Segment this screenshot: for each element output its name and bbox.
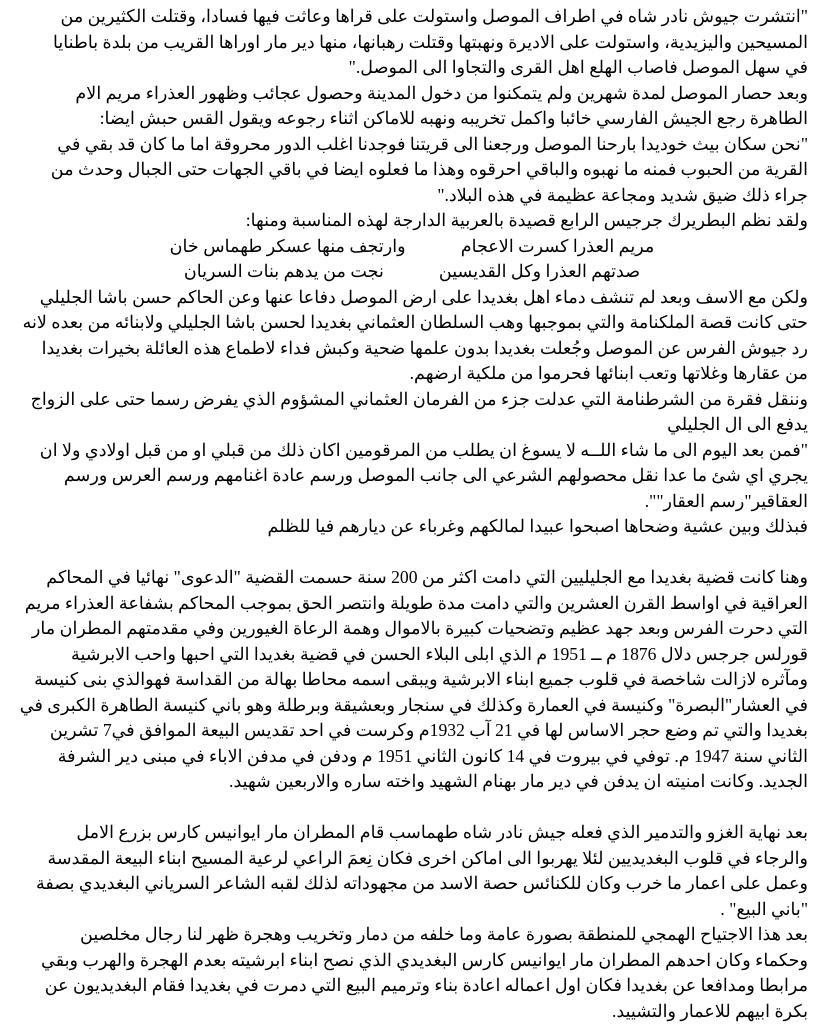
paragraph-firman-quote bbox=[16, 438, 808, 515]
text-line: وعمل على اعمار ما خرب وكان للكنائس حصة الاسد من مجهوداته لذلك لقبه الشاعر السرياني البغديدي بصفة bbox=[36, 873, 808, 893]
text-line: "فمن بعد اليوم الى ما شاء اللــه لا يسوغ ان يطلب من المرقومين اكان ذلك من قبلي او من قبل اولادي ولا ان bbox=[39, 439, 808, 460]
poem-verse bbox=[16, 234, 808, 260]
text-line: ولكن مع الاسف وبعد لم تنشف دماء اهل بغديدا على ارض الموصل دفاعا عنها وعن الحاكم حسن باشا الجليلي bbox=[39, 286, 808, 307]
paragraph-shartnama bbox=[16, 387, 808, 438]
text-line: العقاقير"رسم العقار"". bbox=[644, 490, 808, 511]
paragraph-poem-intro bbox=[16, 208, 808, 234]
spacer bbox=[16, 540, 808, 566]
paragraph-court-case bbox=[16, 565, 808, 795]
text-line: المسيحين واليزيدية، واستولت على الاديرة ونهبتها وقتلت رهبانها، منها دير مار اوراها القريب من بلدة باطنايا bbox=[52, 31, 808, 52]
text-line: "انتشرت جيوش نادر شاه في اطراف الموصل واستولت على قراها وعاثت فيها فسادا، وقتلت الكثيرين من bbox=[60, 6, 808, 26]
text-line: التي دحرت الفرس وبعد جهد عظيم وتضحيات كبيرة بالاموال وهمة الرعاة الغيورين وفي مقدمتهم المطران مار bbox=[31, 618, 808, 638]
text-line: العراقية في اواسط القرن العشرين والتي دامت مدة طويلة وانتصر الحق بموجب المحاكم بشفاعة العذراء مريم bbox=[24, 592, 808, 613]
paragraph-habash-quote bbox=[16, 132, 808, 209]
text-line: في سهل الموصل فاصاب الهلع اهل القرى والتجاوا الى الموصل." bbox=[348, 57, 808, 77]
text-line: قورلس جرجس دلال 1876 م ــ 1951 م الذي ابلى البلاء الحسن في قضية بغديدا التي احبها واحب الابرشية bbox=[71, 643, 808, 664]
text-line: يدفع الى ال الجليلي bbox=[667, 414, 808, 434]
text-line: القرية من الحبوب فمنه ما نهبوه والباقي احرقوه وهذا ما فعلوه ايضا في باقي الجهات حتى الجبال وحدث من bbox=[50, 159, 808, 179]
text-line: حتى كانت قصة الملكنامة والتي بموجبها وهب السلطان العثماني بغديدا لحسن باشا الجليلي ولابنائه من بعده لانه bbox=[22, 312, 808, 332]
text-line: وننقل فقرة من الشرطنامة التي عدلت جزء من الفرمان العثماني المشؤوم الذي يفرض رسما حتى على الزواج bbox=[30, 388, 808, 409]
text-line: وهنا كانت قضية بغديدا مع الجليليين التي دامت اكثر من 200 سنة حسمت القضية "الدعوى" نهائيا في المحاكم bbox=[46, 567, 808, 587]
poem-hemistich-right: مريم العذرا كسرت الاعجام bbox=[460, 235, 655, 256]
paragraph-nader-shah-invasion bbox=[16, 4, 808, 81]
text-line: فبذلك وبين عشية وضحاها اصبحوا عبيدا لمالكهم وغرباء عن ديارهم فيا للظلم bbox=[267, 516, 808, 536]
poem-verse bbox=[16, 259, 808, 285]
text-line: جراء ذلك ضيق شديد ومجاعة عظيمة في هذه البلاد." bbox=[437, 184, 808, 205]
text-line: بكرة ابيهم للاعمار والتشييد. bbox=[611, 1000, 808, 1021]
text-line: من عقارها وغلاتها وتعب ابنائها فحرموا من ملكية ارضهم. bbox=[409, 363, 808, 383]
poem-hemistich-left: وارتجف منها عسكر طهماس خان bbox=[169, 235, 406, 256]
text-line: يجري اي شئ ما عدا نقل محصولهم الشرعي الى جانب الموصل ورسم عادة اغنامهم ورسم العرس ورسم bbox=[63, 465, 808, 485]
paragraph-bishop-karas bbox=[16, 922, 808, 1024]
text-line: الجديد. وكانت امنيته ان يدفن في دير مار بهنام الشهيد واخته ساره والاربعين شهيد. bbox=[229, 771, 808, 791]
text-line: بعد هذا الاجتياح الهمجي للمنطقة بصورة عامة وما خلفه من دمار وتخريب وهجرة ظهر لنا رجال مخلصين bbox=[79, 924, 808, 944]
text-line: في العشار"البصرة" وكنيسة في العمارة وكذلك في سنجار وبعشيقة وبرطلة وهو باني كنيسة الطاهرة الكبرى في bbox=[19, 694, 808, 715]
poem-verses bbox=[16, 234, 808, 285]
poem-hemistich-left: نجت من يدهم بنات السريان bbox=[183, 261, 384, 281]
text-line: الطاهرة رجع الجيش الفارسي خائبا واكمل تخريبه ونهبه للاماكن اثناء رجوعه ويقول القس حبش ايضا: bbox=[99, 108, 808, 128]
spacer bbox=[16, 795, 808, 821]
text-line: "باني البيع" . bbox=[720, 898, 808, 919]
text-line: "نحن سكان بيث خوديدا بارحنا الموصل ورجعنا الى قريتنا فوجدنا اغلب الدور محروقة اما ما كان قد بقي في bbox=[57, 133, 808, 154]
text-line: والرجاء في قلوب البغديديين لئلا يهربوا الى اماكن اخرى فكان نِعمَ الراعي لرعية المسيح ابناء البيعة المقدسة bbox=[47, 847, 808, 868]
poem-hemistich-right: صدتهم العذرا وكل القديسين bbox=[438, 261, 641, 281]
text-line: وحكماء وكان احدهم المطران مار ايوانيس كارس البغديدي الذي نصح ابناء ابرشيته بعدم الهجرة والهرب وبقي bbox=[41, 949, 808, 970]
paragraph-injustice bbox=[16, 514, 808, 540]
text-line: الثاني سنة 1947 م. توفي في بيروت في 14 كانون الثاني 1951 م ودفن في مدفن الاباء في مبنى دير الشرفة bbox=[57, 745, 808, 766]
text-line: وبعد حصار الموصل لمدة شهرين ولم يتمكنوا من دخول المدينة وحصول عجائب وظهور العذراء مريم الام bbox=[75, 82, 808, 103]
text-line: رد جيوش الفرس عن الموصل وجُعلت بغديدا بدون علمها ضحية وكبش فداء لاطماع هذه العائلة بخيرات بغديدا bbox=[41, 337, 808, 358]
text-line: بعد نهاية الغزو والتدمير الذي فعله جيش نادر شاه طهماسب قام المطران مار ايوانيس كارس بزرع الامل bbox=[76, 822, 808, 842]
paragraph-rebuilding bbox=[16, 820, 808, 922]
text-line: ولقد نظم البطريرك جرجيس الرابع قصيدة بالعربية الدارجة لهذه المناسبة ومنها: bbox=[245, 210, 808, 230]
text-line: بغديدا والتي تم وضع حجر الاساس لها في 21 آب 1932م وكرست في احد تقديس البيعة الموافق في7 تشرين bbox=[49, 720, 808, 740]
paragraph-mosul-siege bbox=[16, 81, 808, 132]
text-line: ومآثره لازالت شاخصة في قلوب جميع ابناء الابرشية ويبقى اسمه محاطا بهالة من القداسة فهوالذي بنى كنيسة bbox=[34, 669, 808, 689]
text-line: مرابطا ومدافعا عن بغديدا فكان اول اعماله اعادة بناء وترميم البيع التي دمرت في بغديدا فقام البغديديون عن bbox=[44, 975, 808, 995]
paragraph-malaknama bbox=[16, 285, 808, 387]
